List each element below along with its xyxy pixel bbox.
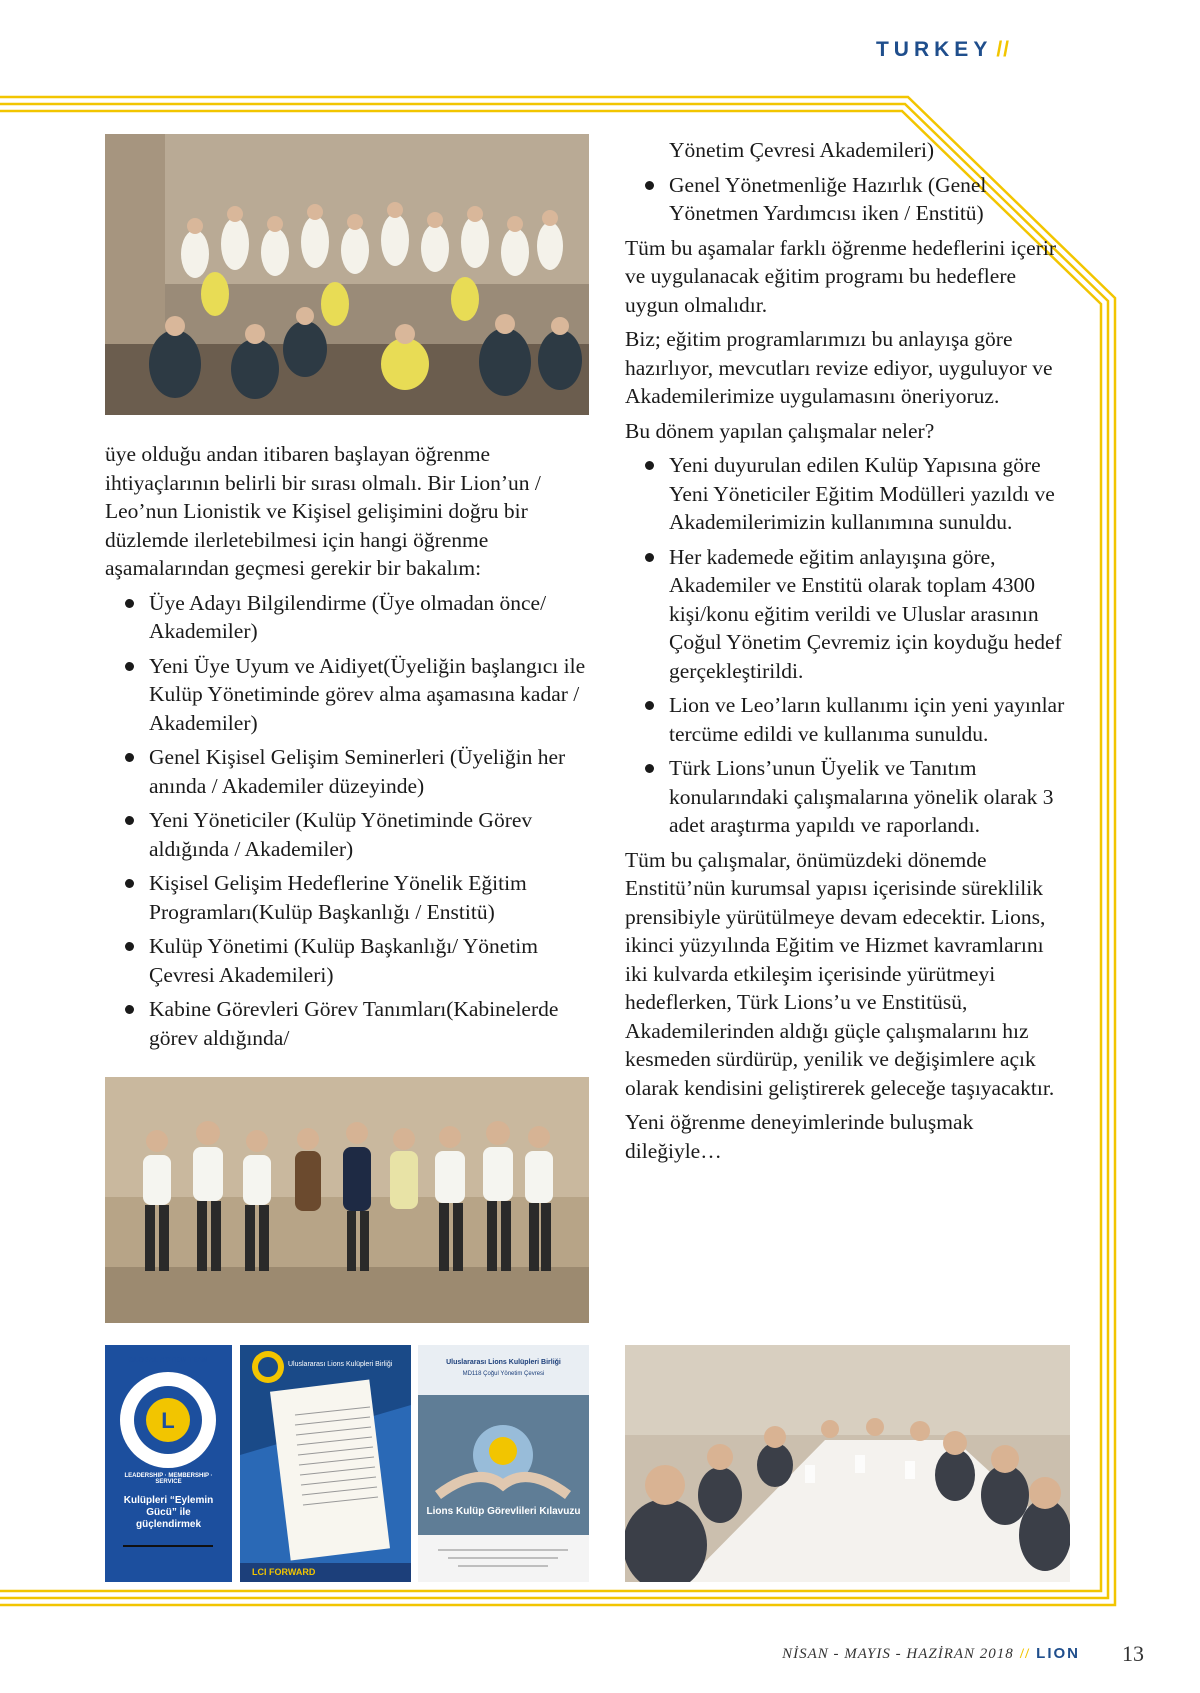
cover-subheader: MD118 Çoğul Yönetim Çevresi	[462, 1371, 545, 1377]
publication-cover-2	[240, 1345, 411, 1582]
paragraph: Tüm bu aşamalar farklı öğrenme hedeflerini içerir ve uygulanacak eğitim programı bu hedeflere uygun olmalıdır.	[625, 235, 1056, 317]
cover-badge-top-text: GLOBAL ACTION TEAM	[128, 1357, 209, 1364]
footer-issue	[782, 1645, 1080, 1663]
intro-paragraph: üye olduğu andan itibaren başlayan öğrenme ihtiyaçlarının belirli bir sırası olmalı. Bir Lion’un / Leo’nun Lionistik ve Kişisel gelişimini doğru bir düzlemde ilerletebilmesi için hangi öğrenme aşamalarından geçmesi gerekir bir bakalım:	[105, 442, 541, 580]
list-item: Yeni Yöneticiler (Kulüp Yönetiminde Görev aldığında / Akademiler)	[105, 806, 595, 863]
paragraph: Tüm bu çalışmalar, önümüzdeki dönemde Enstitü’nün kurumsal yapısı içerisinde süreklilik prensibiyle yürütülmeye devam edecektir. Lions, ikinci yüzyılında Eğitim ve Hizmet kavramlarını iki kulvarda etkileşim içerisinde yürütmeyi hedeflerken, Türk Lions’u ve Enstitüsü, Akademilerinden aldığı güçle çalışmalarını hız kesmeden sürdürüp, yenilik ve değişimlere açık olarak kendisini geliştirerek geleceğe taşıyacaktır.	[625, 847, 1055, 1100]
cover-title: Kulüpleri “Eylemin Gücü” ile güçlendirmek	[123, 1495, 214, 1530]
question-heading: Bu dönem yapılan çalışmalar neler?	[625, 418, 935, 443]
letter-document-icon	[240, 1345, 411, 1582]
publication-cover-1	[105, 1345, 232, 1582]
lions-badge-icon	[105, 1345, 232, 1582]
footer-slashes: //	[1019, 1646, 1031, 1662]
list-item: Kişisel Gelişim Hedeflerine Yönelik Eğitim Programları(Kulüp Başkanlığı / Enstitü)	[105, 869, 595, 926]
publication-cover-3	[418, 1345, 589, 1582]
list-item: Üye Adayı Bilgilendirme (Üye olmadan önce/ Akademiler)	[105, 589, 595, 646]
svg-text:L: L	[161, 1408, 175, 1433]
list-item-continued: Yönetim Çevresi Akademileri)	[669, 138, 935, 162]
cover-header: Uluslararası Lions Kulüpleri Birliği	[446, 1359, 561, 1366]
cover-badge-bottom-text: LEADERSHIP · MEMBERSHIP · SERVICE	[124, 1473, 213, 1485]
cover-header: Uluslararası Lions Kulüpleri Birliği	[288, 1361, 393, 1368]
cover-title: Lions Kulüp Görevlileri Kılavuzu	[426, 1506, 581, 1517]
right-text-column	[625, 136, 1070, 1171]
paragraph: Biz; eğitim programlarımızı bu anlayışa göre hazırlıyor, mevcutları revize ediyor, uyguluyor ve Akademilerimize uygulamasını öneriyoruz.	[625, 327, 1053, 408]
country-label: TURKEY	[875, 38, 993, 61]
achievements-list	[625, 451, 1070, 840]
meeting-photo	[625, 1345, 1070, 1582]
cover-footer: LCI FORWARD	[252, 1567, 316, 1577]
list-item: Yeni Üye Uyum ve Aidiyet(Üyeliğin başlangıcı ile Kulüp Yönetiminde görev alma aşamasına kadar / Akademiler)	[105, 652, 595, 738]
standing-group-photo	[105, 1077, 589, 1323]
list-item: Her kademede eğitim anlayışına göre, Akademiler ve Enstitü olarak toplam 4300 kişi/konu eğitim verildi ve Uluslar arasının Çoğul Yönetim Çevremiz için koyduğu hedef gerçekleştirildi.	[625, 543, 1070, 686]
closing-paragraph: Yeni öğrenme deneyimlerinde buluşmak dileğiyle…	[625, 1110, 974, 1163]
list-item: Lion ve Leo’ların kullanımı için yeni yayınlar tercüme edildi ve kullanıma sunuldu.	[625, 691, 1070, 748]
hands-globe-icon	[418, 1345, 589, 1582]
list-item: Genel Yönetmenliğe Hazırlık (Genel Yönetmen Yardımcısı iken / Enstitü)	[625, 171, 1070, 228]
list-item: Kulüp Yönetimi (Kulüp Başkanlığı/ Yönetim Çevresi Akademileri)	[105, 932, 595, 989]
continued-list	[625, 136, 1070, 228]
magazine-name: LION	[1036, 1645, 1080, 1662]
learning-stages-list	[105, 589, 595, 1053]
left-text-column	[105, 440, 595, 1058]
page-number: 13	[1122, 1641, 1144, 1666]
header-slashes: //	[996, 38, 1010, 61]
list-item: Türk Lions’unun Üyelik ve Tanıtım konularındaki çalışmalarına yönelik olarak 3 adet araştırma yapıldı ve raporlandı.	[625, 754, 1070, 840]
issue-date: NİSAN - MAYIS - HAZİRAN 2018	[782, 1646, 1014, 1662]
list-item: Yeni duyurulan edilen Kulüp Yapısına göre Yeni Yöneticiler Eğitim Modülleri yazıldı ve Akademilerimizin kullanımına sunuldu.	[625, 451, 1070, 537]
list-item: Kabine Görevleri Görev Tanımları(Kabinelerde görev aldığında/	[105, 995, 595, 1052]
group-photo	[105, 134, 589, 415]
list-item: Genel Kişisel Gelişim Seminerleri (Üyeliğin her anında / Akademiler düzeyinde)	[105, 743, 595, 800]
